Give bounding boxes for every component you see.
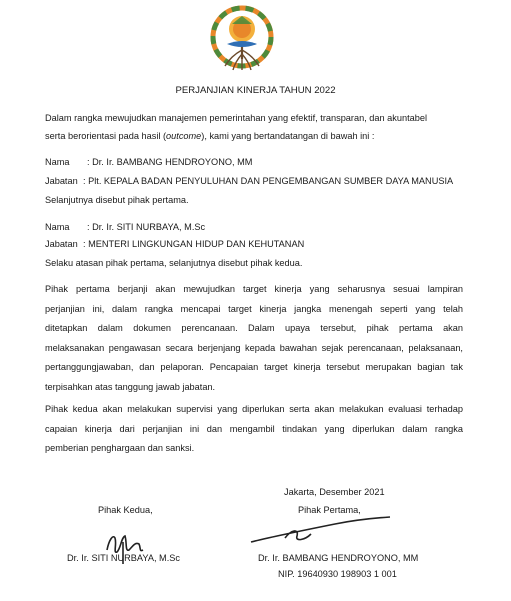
first-party-signature bbox=[245, 512, 395, 552]
party2-name-row bbox=[45, 222, 206, 232]
supervision-line: capaian kinerja dari perjanjian ini dan mengambil tindakan yang diperlukan dalam rangka bbox=[45, 423, 463, 434]
party1-position-label: Jabatan bbox=[45, 176, 78, 186]
party2-position-value: : MENTERI LINGKUNGAN HIDUP DAN KEHUTANAN bbox=[83, 239, 305, 249]
party2-position-label: Jabatan bbox=[45, 239, 78, 249]
party2-position-row bbox=[45, 239, 305, 249]
intro-outcome-term: outcome bbox=[166, 130, 202, 141]
commitment-line: Pihak pertama berjanji akan mewujudkan target kinerja yang seharusnya sesuai lampiran bbox=[45, 284, 463, 294]
commitment-line: ditetapkan dalam dokumen perencanaan. Dalam upaya tersebut, pihak pertama akan bbox=[45, 323, 463, 334]
party1-name-label: Nama bbox=[45, 157, 70, 167]
party1-name-value: : Dr. Ir. BAMBANG HENDROYONO, MM bbox=[87, 157, 253, 167]
party1-name-row bbox=[45, 157, 253, 167]
commitment-line: terpisahkan atas tanggung jawab jabatan. bbox=[45, 381, 216, 392]
second-party-role: Pihak Kedua, bbox=[98, 505, 153, 515]
commitment-line: melaksanakan pengawasan secara berjenjang kepada bawahan sejak perencanaan, pelaksanaan, bbox=[45, 342, 463, 353]
commitment-paragraph bbox=[45, 280, 463, 398]
intro-line-1: Dalam rangka mewujudkan manajemen pemerintahan yang efektif, transparan, dan akuntabel bbox=[45, 113, 428, 123]
commitment-line: perjanjian ini, dalam rangka mencapai target kinerja jangka menengah seperti yang telah bbox=[45, 303, 463, 314]
party2-note: Selaku atasan pihak pertama, selanjutnya disebut pihak kedua. bbox=[45, 258, 303, 268]
party2-name-label: Nama bbox=[45, 222, 70, 232]
party1-position-row bbox=[45, 176, 454, 186]
supervision-line: Pihak kedua akan melakukan supervisi yang diperlukan serta akan melakukan evaluasi terhadap bbox=[45, 404, 463, 414]
supervision-paragraph bbox=[45, 400, 463, 459]
party1-note: Selanjutnya disebut pihak pertama. bbox=[45, 195, 189, 205]
supervision-line: pemberian penghargaan dan sanksi. bbox=[45, 443, 195, 454]
place-date: Jakarta, Desember 2021 bbox=[284, 487, 385, 497]
party2-name-value: : Dr. Ir. SITI NURBAYA, M.Sc bbox=[87, 222, 206, 232]
intro-line-2-start: serta berorientasi pada hasil ( bbox=[45, 130, 167, 141]
party1-position-value: : Plt. KEPALA BADAN PENYULUHAN DAN PENGEMBANGAN SUMBER DAYA MANUSIA bbox=[83, 176, 454, 186]
commitment-line: pertanggungjawaban, dan pelaporan. Pencapaian target kinerja tersebut merupakan bagian tak bbox=[45, 362, 463, 373]
ministry-emblem-tree-icon bbox=[207, 4, 277, 74]
intro-line-2-end: ), kami yang bertandatangan di bawah ini : bbox=[201, 130, 375, 141]
document-title: PERJANJIAN KINERJA TAHUN 2022 bbox=[175, 85, 336, 96]
first-party-role: Pihak Pertama, bbox=[298, 505, 361, 515]
second-party-name: Dr. Ir. SITI NURBAYA, M.Sc bbox=[67, 553, 180, 563]
intro-paragraph bbox=[45, 110, 463, 145]
ministry-logo bbox=[207, 4, 277, 74]
first-party-name: Dr. Ir. BAMBANG HENDROYONO, MM bbox=[258, 553, 419, 563]
first-party-nip: NIP. 19640930 198903 1 001 bbox=[278, 569, 397, 579]
